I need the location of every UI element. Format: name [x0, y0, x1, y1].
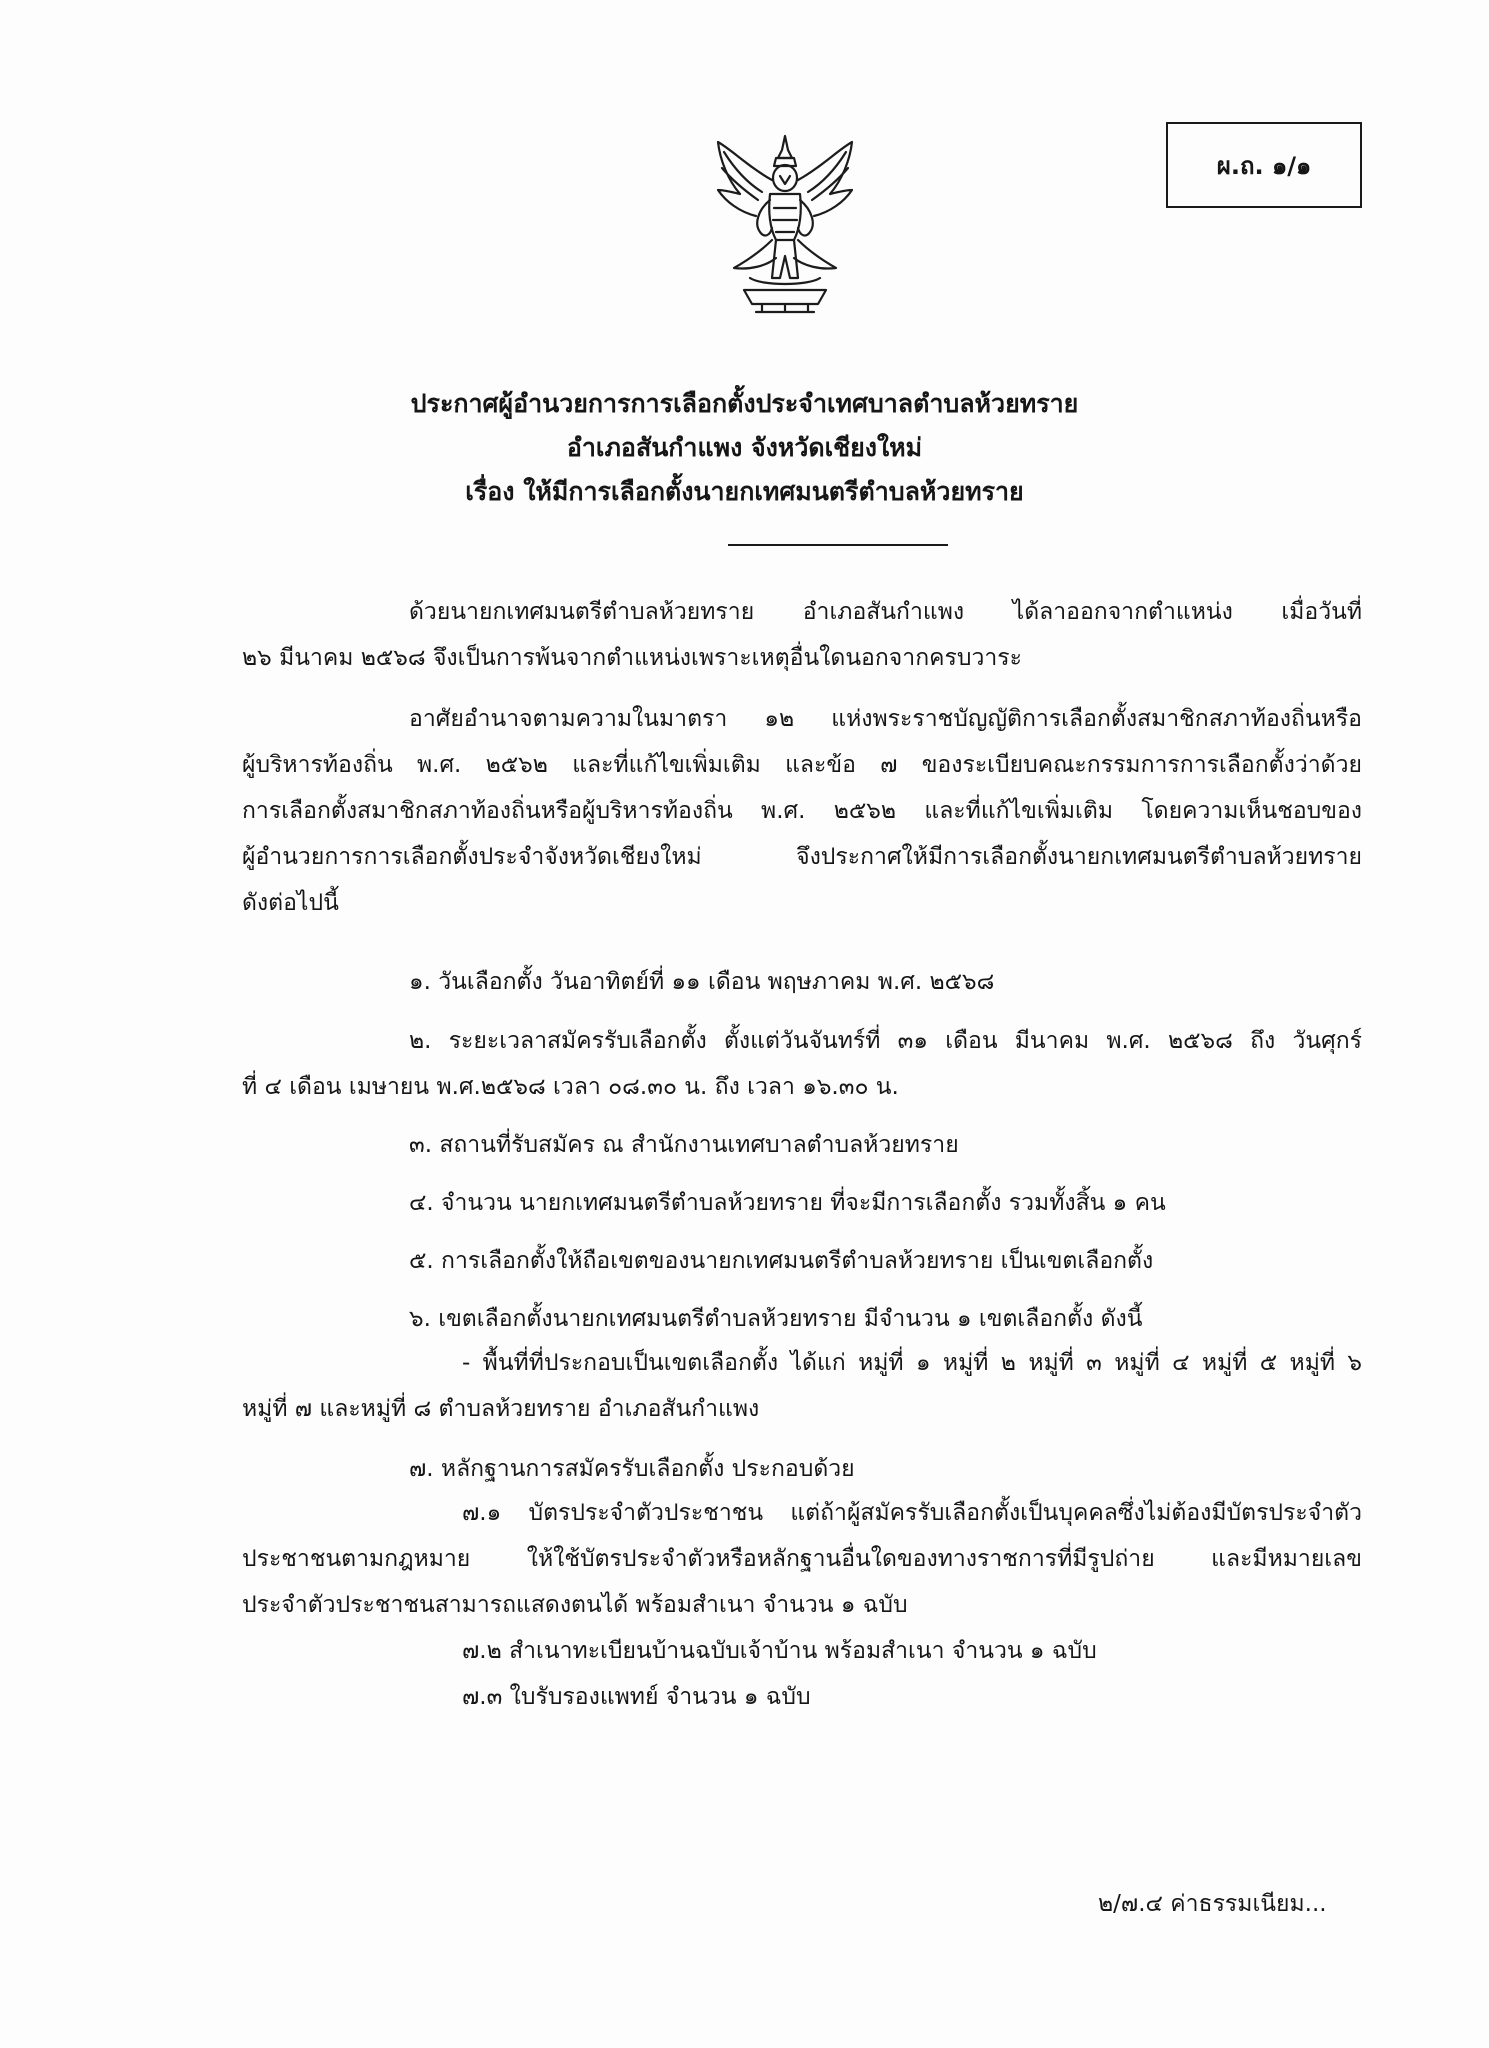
item-7-3: ๗.๓ ใบรับรองแพทย์ จำนวน ๑ ฉบับ — [462, 1684, 811, 1710]
item-6-sub-line-1: - พื้นที่ที่ประกอบเป็นเขตเลือกตั้ง ได้แก่ หมู่ที่ ๑ หมู่ที่ ๒ หมู่ที่ ๓ หมู่ที่ ๔ หมู่ที่ ๕ หมู่ที่ ๖ — [462, 1350, 1362, 1376]
item-4-count: ๔. จำนวน นายกเทศมนตรีตำบลห้วยทราย ที่จะมีการเลือกตั้ง รวมทั้งสิ้น ๑ คน — [409, 1190, 1166, 1216]
announcement-title-line-2: อำเภอสันกำแพง จังหวัดเชียงใหม่ — [566, 433, 923, 462]
form-code-box — [1166, 122, 1362, 208]
form-code: ผ.ถ. ๑/๑ — [1216, 151, 1312, 180]
paragraph-2-line-5: ดังต่อไปนี้ — [242, 890, 339, 916]
garuda-emblem-icon — [710, 128, 860, 318]
item-5-district: ๕. การเลือกตั้งให้ถือเขตของนายกเทศมนตรีตำบลห้วยทราย เป็นเขตเลือกตั้ง — [409, 1248, 1154, 1274]
item-7-documents: ๗. หลักฐานการสมัครรับเลือกตั้ง ประกอบด้วย — [409, 1456, 855, 1482]
paragraph-1-line-1: ด้วยนายกเทศมนตรีตำบลห้วยทราย อำเภอสันกำแพง ได้ลาออกจากตำแหน่ง เมื่อวันที่ — [409, 599, 1362, 625]
page-continuation: ๒/๗.๔ ค่าธรรมเนียม... — [1098, 1891, 1327, 1917]
paragraph-2-line-4: ผู้อำนวยการการเลือกตั้งประจำจังหวัดเชียงใหม่ จึงประกาศให้มีการเลือกตั้งนายกเทศมนตรีตำบลห้วยทราย — [242, 844, 1362, 870]
item-3-location: ๓. สถานที่รับสมัคร ณ สำนักงานเทศบาลตำบลห้วยทราย — [409, 1132, 959, 1158]
item-6-sub-line-2: หมู่ที่ ๗ และหมู่ที่ ๘ ตำบลห้วยทราย อำเภอสันกำแพง — [242, 1396, 760, 1422]
header-divider — [728, 544, 948, 546]
item-2-line-2: ที่ ๔ เดือน เมษายน พ.ศ.๒๕๖๘ เวลา ๐๘.๓๐ น. ถึง เวลา ๑๖.๓๐ น. — [242, 1074, 899, 1100]
item-7-2: ๗.๒ สำเนาทะเบียนบ้านฉบับเจ้าบ้าน พร้อมสำเนา จำนวน ๑ ฉบับ — [462, 1638, 1097, 1664]
paragraph-2-line-3: การเลือกตั้งสมาชิกสภาท้องถิ่นหรือผู้บริหารท้องถิ่น พ.ศ. ๒๕๖๒ และที่แก้ไขเพิ่มเติม โดยความเห็นชอบของ — [242, 798, 1362, 824]
item-7-1-line-3: ประจำตัวประชาชนสามารถแสดงตนได้ พร้อมสำเนา จำนวน ๑ ฉบับ — [242, 1592, 908, 1618]
announcement-subject: เรื่อง ให้มีการเลือกตั้งนายกเทศมนตรีตำบลห้วยทราย — [465, 477, 1024, 506]
item-6-district-count: ๖. เขตเลือกตั้งนายกเทศมนตรีตำบลห้วยทราย มีจำนวน ๑ เขตเลือกตั้ง ดังนี้ — [409, 1306, 1143, 1332]
announcement-title-line-1: ประกาศผู้อำนวยการการเลือกตั้งประจำเทศบาลตำบลห้วยทราย — [410, 389, 1079, 418]
item-1-election-date: ๑. วันเลือกตั้ง วันอาทิตย์ที่ ๑๑ เดือน พฤษภาคม พ.ศ. ๒๕๖๘ — [409, 969, 995, 995]
paragraph-1-line-2: ๒๖ มีนาคม ๒๕๖๘ จึงเป็นการพ้นจากตำแหน่งเพราะเหตุอื่นใดนอกจากครบวาระ — [242, 645, 1022, 671]
paragraph-2-line-2: ผู้บริหารท้องถิ่น พ.ศ. ๒๕๖๒ และที่แก้ไขเพิ่มเติม และข้อ ๗ ของระเบียบคณะกรรมการการเลือกตั้งว่าด้วย — [242, 752, 1362, 778]
paragraph-2-line-1: อาศัยอำนาจตามความในมาตรา ๑๒ แห่งพระราชบัญญัติการเลือกตั้งสมาชิกสภาท้องถิ่นหรือ — [409, 706, 1362, 732]
item-7-1-line-1: ๗.๑ บัตรประจำตัวประชาชน แต่ถ้าผู้สมัครรับเลือกตั้งเป็นบุคคลซึ่งไม่ต้องมีบัตรประจำตัว — [462, 1500, 1362, 1526]
item-2-line-1: ๒. ระยะเวลาสมัครรับเลือกตั้ง ตั้งแต่วันจันทร์ที่ ๓๑ เดือน มีนาคม พ.ศ. ๒๕๖๘ ถึง วันศุกร์ — [409, 1028, 1362, 1054]
item-7-1-line-2: ประชาชนตามกฎหมาย ให้ใช้บัตรประจำตัวหรือหลักฐานอื่นใดของทางราชการที่มีรูปถ่าย และมีหมายเลข — [242, 1546, 1362, 1572]
